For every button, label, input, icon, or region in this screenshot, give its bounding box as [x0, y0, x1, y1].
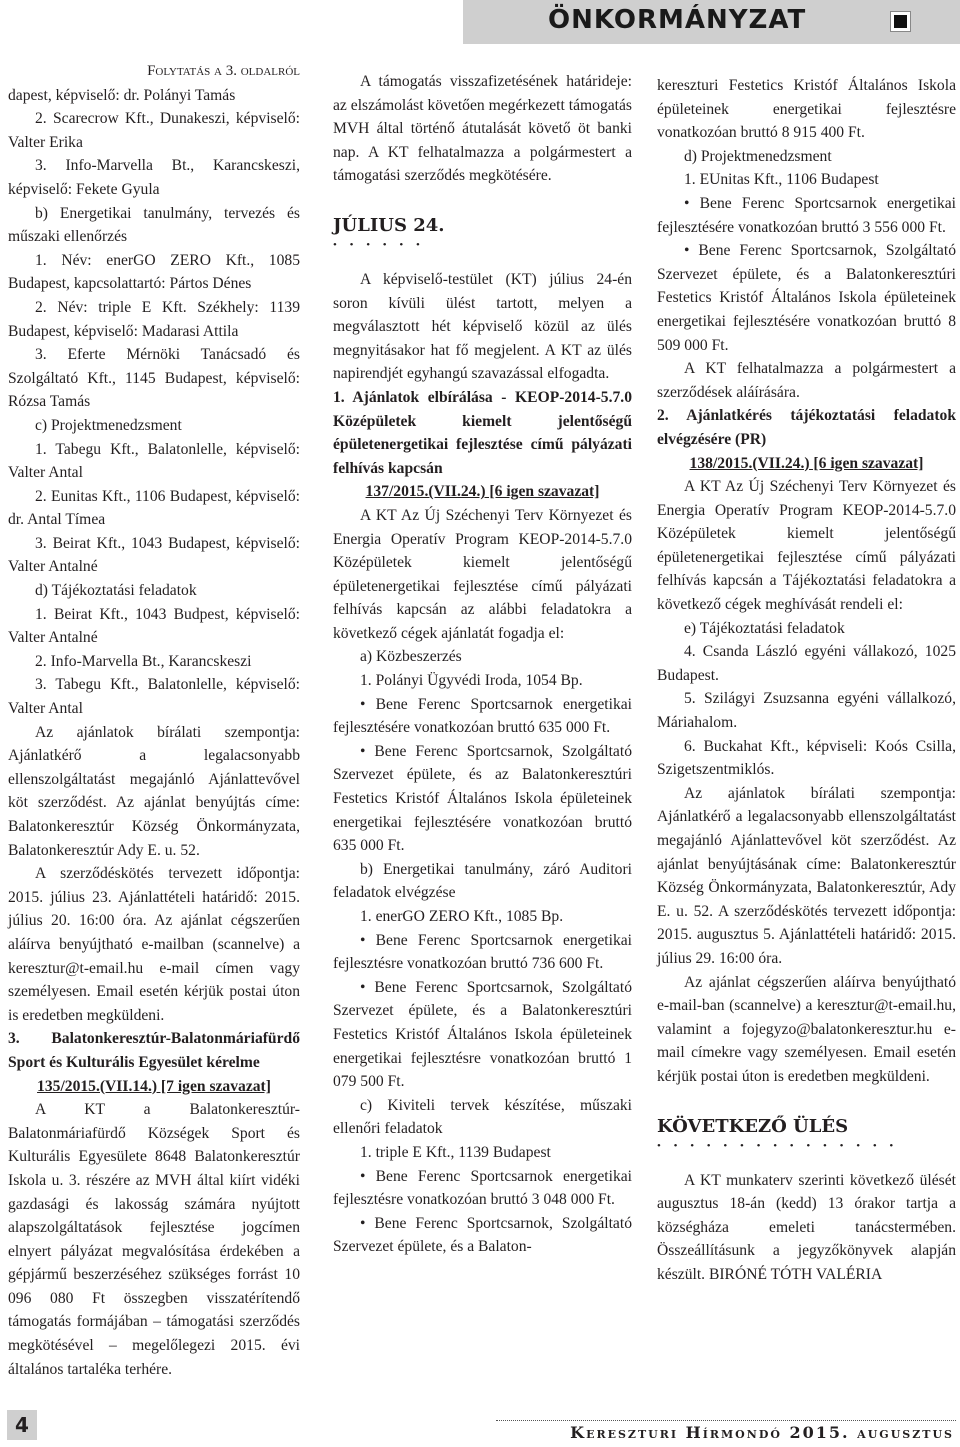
paragraph: 1. enerGO ZERO Kft., 1085 Bp.: [360, 908, 564, 925]
column-1: [8, 60, 300, 1381]
paragraph: 2. Info-Marvella Bt., Karancskeszi: [35, 652, 252, 670]
paragraph: • Bene Ferenc Sportcsarnok energetikai fejlesztésére vonatkozóan bruttó 3 556 000 Ft.: [657, 194, 956, 236]
paragraph: c) Projektmenedzsment: [35, 416, 182, 434]
paragraph: 2. Eunitas Kft., 1106 Budapest, képviselő: dr. Antal Tímea: [8, 487, 300, 529]
paragraph: 6. Buckahat Kft., képviseli: Koós Csilla, Szigetszentmiklós.: [657, 737, 956, 779]
paragraph: A képviselő-testület (KT) július 24-én soron kívüli ülést tartott, melyen a megválasztott hét képviselő közül az ülés megnyitásakor hat fő megjelent. A KT az ülés napirendjét egyhangú szavazással elfogadta.: [333, 270, 632, 383]
paragraph: 4. Csanda László egyéni vállakozó, 1025 Budapest.: [657, 643, 956, 684]
paragraph: A szerződéskötés tervezett időpontja: 2015. július 23. Ajánlattételi határidő: 2015. július 20. 16:00 óra. Az ajánlat cégszerűen aláírva benyújtható e-mailban (scannelve) a keresztur@t-email.hu e-mail címen vagy személyesen. Email esetén kérjük postai úton is eredetben megküldeni.: [8, 865, 300, 1024]
paragraph: KÖVETKEZŐ ÜLÉS: [657, 1115, 849, 1137]
paragraph: • Bene Ferenc Sportcsarnok, Szolgáltató Szervezet épülete, és a Balatonkeresztúri Festetics Kristóf Általános Iskola épületeinek energetikai fejlesztésére vonatkozóan bruttó 8 509 000 Ft.: [657, 242, 956, 354]
column-2: [333, 70, 632, 1259]
paragraph: 2. Ajánlatkérés tájékoztatási feladatok elvégzésére (PR): [657, 407, 956, 448]
paragraph: • Bene Ferenc Sportcsarnok, Szolgáltató Szervezet épülete, és a Balatonkeresztúri Festetics Kristóf Általános Iskola épületeinek energetikai fejlesztésre vonatkozóan bruttó 1 079 500 Ft.: [333, 978, 632, 1091]
paragraph: A támogatás visszafizetésének határideje: az elszámolást követően megérkezett támogatás MVH által történő átutalását követő öt banki nap. A KT felhatalmazza a polgármestert a támogatási szerződés megkötésére.: [333, 73, 632, 185]
paragraph: 1. triple E Kft., 1139 Budapest: [360, 1143, 551, 1161]
paragraph: 5. Szilágyi Zsuzsanna egyéni vállalkozó, Máriahalom.: [657, 690, 956, 732]
paragraph: c) Kiviteli tervek készítése, műszaki ellenőri feladatok: [333, 1096, 632, 1138]
paragraph: 3. Beirat Kft., 1043 Budapest, képviselő: Valter Antalné: [8, 534, 300, 576]
section-header: [463, 0, 960, 44]
paragraph: 1. EUnitas Kft., 1106 Budapest: [684, 171, 879, 189]
paragraph: A KT Az Új Széchenyi Terv Környezet és Energia Operatív Program KEOP-2014-5.7.0 Középületek kiemelt jelentőségű épületenergetikai fejlesztése című pályázati felhívás kapcsán az alábbi feladatokra a következő cégek ajánlatát fogadja el:: [333, 506, 632, 642]
paragraph: 1. Beirat Kft., 1043 Budpest, képviselő: Valter Antalné: [8, 605, 300, 647]
paragraph: Az ajánlatok bírálati szempontja: Ajánlatkérő a legalacsonyabb ellenszolgáltatást megajánló Ajánlattevővel köt szerződést. Az ajánlat benyújtásának címe: Balatonkeresztúr Község Önkormányzata, Balatonkeresztúr, Ady E. u. 52. A szerződéskötés tervezett időpontja: 2015. augusztus 5. Ajánlattételi határidő: 2015. július 29. 16:00 óra.: [657, 784, 956, 967]
paragraph: • Bene Ferenc Sportcsarnok energetikai fejlesztésére vonatkozóan bruttó 635 000 Ft.: [333, 695, 632, 737]
paragraph: Folytatás a 3. oldalról: [147, 63, 300, 79]
paragraph: 138/2015.(VII.24.) [6 igen szavazat]: [689, 454, 924, 472]
footer-rule: [496, 1420, 956, 1421]
paragraph: a) Közbeszerzés: [360, 648, 462, 666]
paragraph: 2. Scarecrow Kft., Dunakeszi, képviselő: Valter Erika: [8, 110, 300, 151]
paragraph: 1. Polányi Ügyvédi Iroda, 1054 Bp.: [360, 672, 583, 690]
paragraph: b) Energetikai tanulmány, tervezés és műszaki ellenőrzés: [8, 204, 300, 246]
paragraph: b) Energetikai tanulmány, záró Auditori feladatok elvégzése: [333, 860, 632, 902]
paragraph: • Bene Ferenc Sportcsarnok, Szolgáltató Szervezet épülete, és a Balaton-: [333, 1214, 632, 1256]
page-number: 4: [7, 1410, 37, 1440]
paragraph: 3. Tabegu Kft., Balatonlelle, képviselő: Valter Antal: [8, 676, 300, 718]
paragraph: A KT Az Új Széchenyi Terv Környezet és Energia Operatív Program KEOP-2014-5.7.0 Középületek kiemelt jelentőségű épületenergetikai fejlesztése című pályázati felhívás kapcsán a Tájékoztatási feladatokra a következő cégek meghívását rendeli el:: [657, 478, 956, 614]
paragraph: 3. Balatonkeresztúr-Balatonmáriafürdő Sport és Kulturális Egyesület kérelme: [8, 1030, 300, 1071]
paragraph: d) Tájékoztatási feladatok: [35, 582, 197, 600]
paragraph: JÚLIUS 24.: [333, 214, 445, 236]
paragraph: 3. Eferte Mérnöki Tanácsadó és Szolgáltató Kft., 1145 Budapest, képviselő: Rózsa Tamás: [8, 346, 300, 411]
column-3: [657, 74, 956, 1287]
paragraph: d) Projektmenedzsment: [684, 147, 832, 165]
paragraph: • Bene Ferenc Sportcsarnok, Szolgáltató Szervezet épülete, és az Balatonkeresztúri Festetics Kristóf Általános Iskola épületeinek energetikai fejlesztésére vonatkozóan bruttó 635 000 Ft.: [333, 742, 632, 855]
paragraph: 1. Név: enerGO ZERO Kft., 1085 Budapest, kapcsolattartó: Pártos Dénes: [8, 251, 300, 293]
paragraph: A KT felhatalmazza a polgármestert a szerződések aláírására.: [657, 360, 956, 401]
square-icon: [890, 11, 911, 32]
paragraph: e) Tájékoztatási feladatok: [684, 619, 845, 637]
publication-name: Kereszturi Hírmondó 2015. augusztus: [570, 1423, 954, 1442]
paragraph: A KT munkaterv szerinti következő ülését augusztus 18-án (kedd) 13 órakor tartja a községháza emeleti tanácstermében. Összeállításunk a jegyzőkönyvek alapján készült. BIRÓNÉ TÓTH VALÉRIA: [657, 1171, 956, 1283]
paragraph: Az ajánlatok bírálati szempontja: Ajánlatkérő a legalacsonyabb ellenszolgáltatást megajánló Ajánlattevővel köt szerződést. Az ajánlat benyújtás címe: Balatonkeresztúr Község Önkormányzata, Balatonkeresztúr Ady E. u. 52.: [8, 723, 300, 859]
paragraph: • • • • • •: [333, 238, 425, 251]
paragraph: • Bene Ferenc Sportcsarnok energetikai fejlesztésre vonatkozóan bruttó 3 048 000 Ft.: [333, 1167, 632, 1209]
paragraph: dapest, képviselő: dr. Polányi Tamás: [8, 86, 236, 104]
paragraph: 2. Név: triple E Kft. Székhely: 1139 Budapest, képviselő: Madarasi Attila: [8, 298, 300, 340]
paragraph: 3. Info-Marvella Bt., Karancskeszi, képviselő: Fekete Gyula: [8, 157, 300, 198]
paragraph: kereszturi Festetics Kristóf Általános Iskola épületeinek energetikai fejlesztésre vonatkozóan bruttó 8 915 400 Ft.: [657, 77, 956, 142]
paragraph: 137/2015.(VII.24.) [6 igen szavazat]: [365, 483, 600, 501]
section-title: ÖNKORMÁNYZAT: [548, 5, 807, 35]
paragraph: A KT a Balatonkeresztúr-Balatonmáriafürdő Községek Sport és Kulturális Egyesülete 8648 Balatonkeresztúr Iskola u. 3. részére az MVH által kiírt vidéki gazdasági és lakosság számára nyújtott alapszolgáltatások fejlesztése jogcímen elnyert pályázat megvalósítása érdekében a gépjármű beszerzéséhez szükséges forrást 10 096 080 Ft összegben visszatérítendő támogatás formájában – támogatási szerződés megkötésével – megelőlegezi 2015. évi általános tartaléka terhére.: [8, 1101, 300, 1378]
paragraph: 1. Ajánlatok elbírálása - KEOP-2014-5.7.0 Középületek kiemelt jelentőségű épületenergetikai fejlesztése című pályázati felhívás kapcsán: [333, 388, 632, 477]
paragraph: 1. Tabegu Kft., Balatonlelle, képviselő: Valter Antal: [8, 440, 300, 482]
paragraph: • Bene Ferenc Sportcsarnok energetikai fejlesztésre vonatkozóan bruttó 736 600 Ft.: [333, 931, 632, 973]
paragraph: • • • • • • • • • • • • • • •: [657, 1139, 899, 1152]
paragraph: 135/2015.(VII.14.) [7 igen szavazat]: [37, 1077, 271, 1095]
paragraph: Az ajánlat cégszerűen aláírva benyújtható e-mail-ban (scannelve) a keresztur@t-email.hu, valamint a fojegyzo@balatonkeresztur.hu e-mail címekre vagy személyesen. Email esetén kérjük postai úton is eredetben megküldeni.: [657, 973, 956, 1085]
